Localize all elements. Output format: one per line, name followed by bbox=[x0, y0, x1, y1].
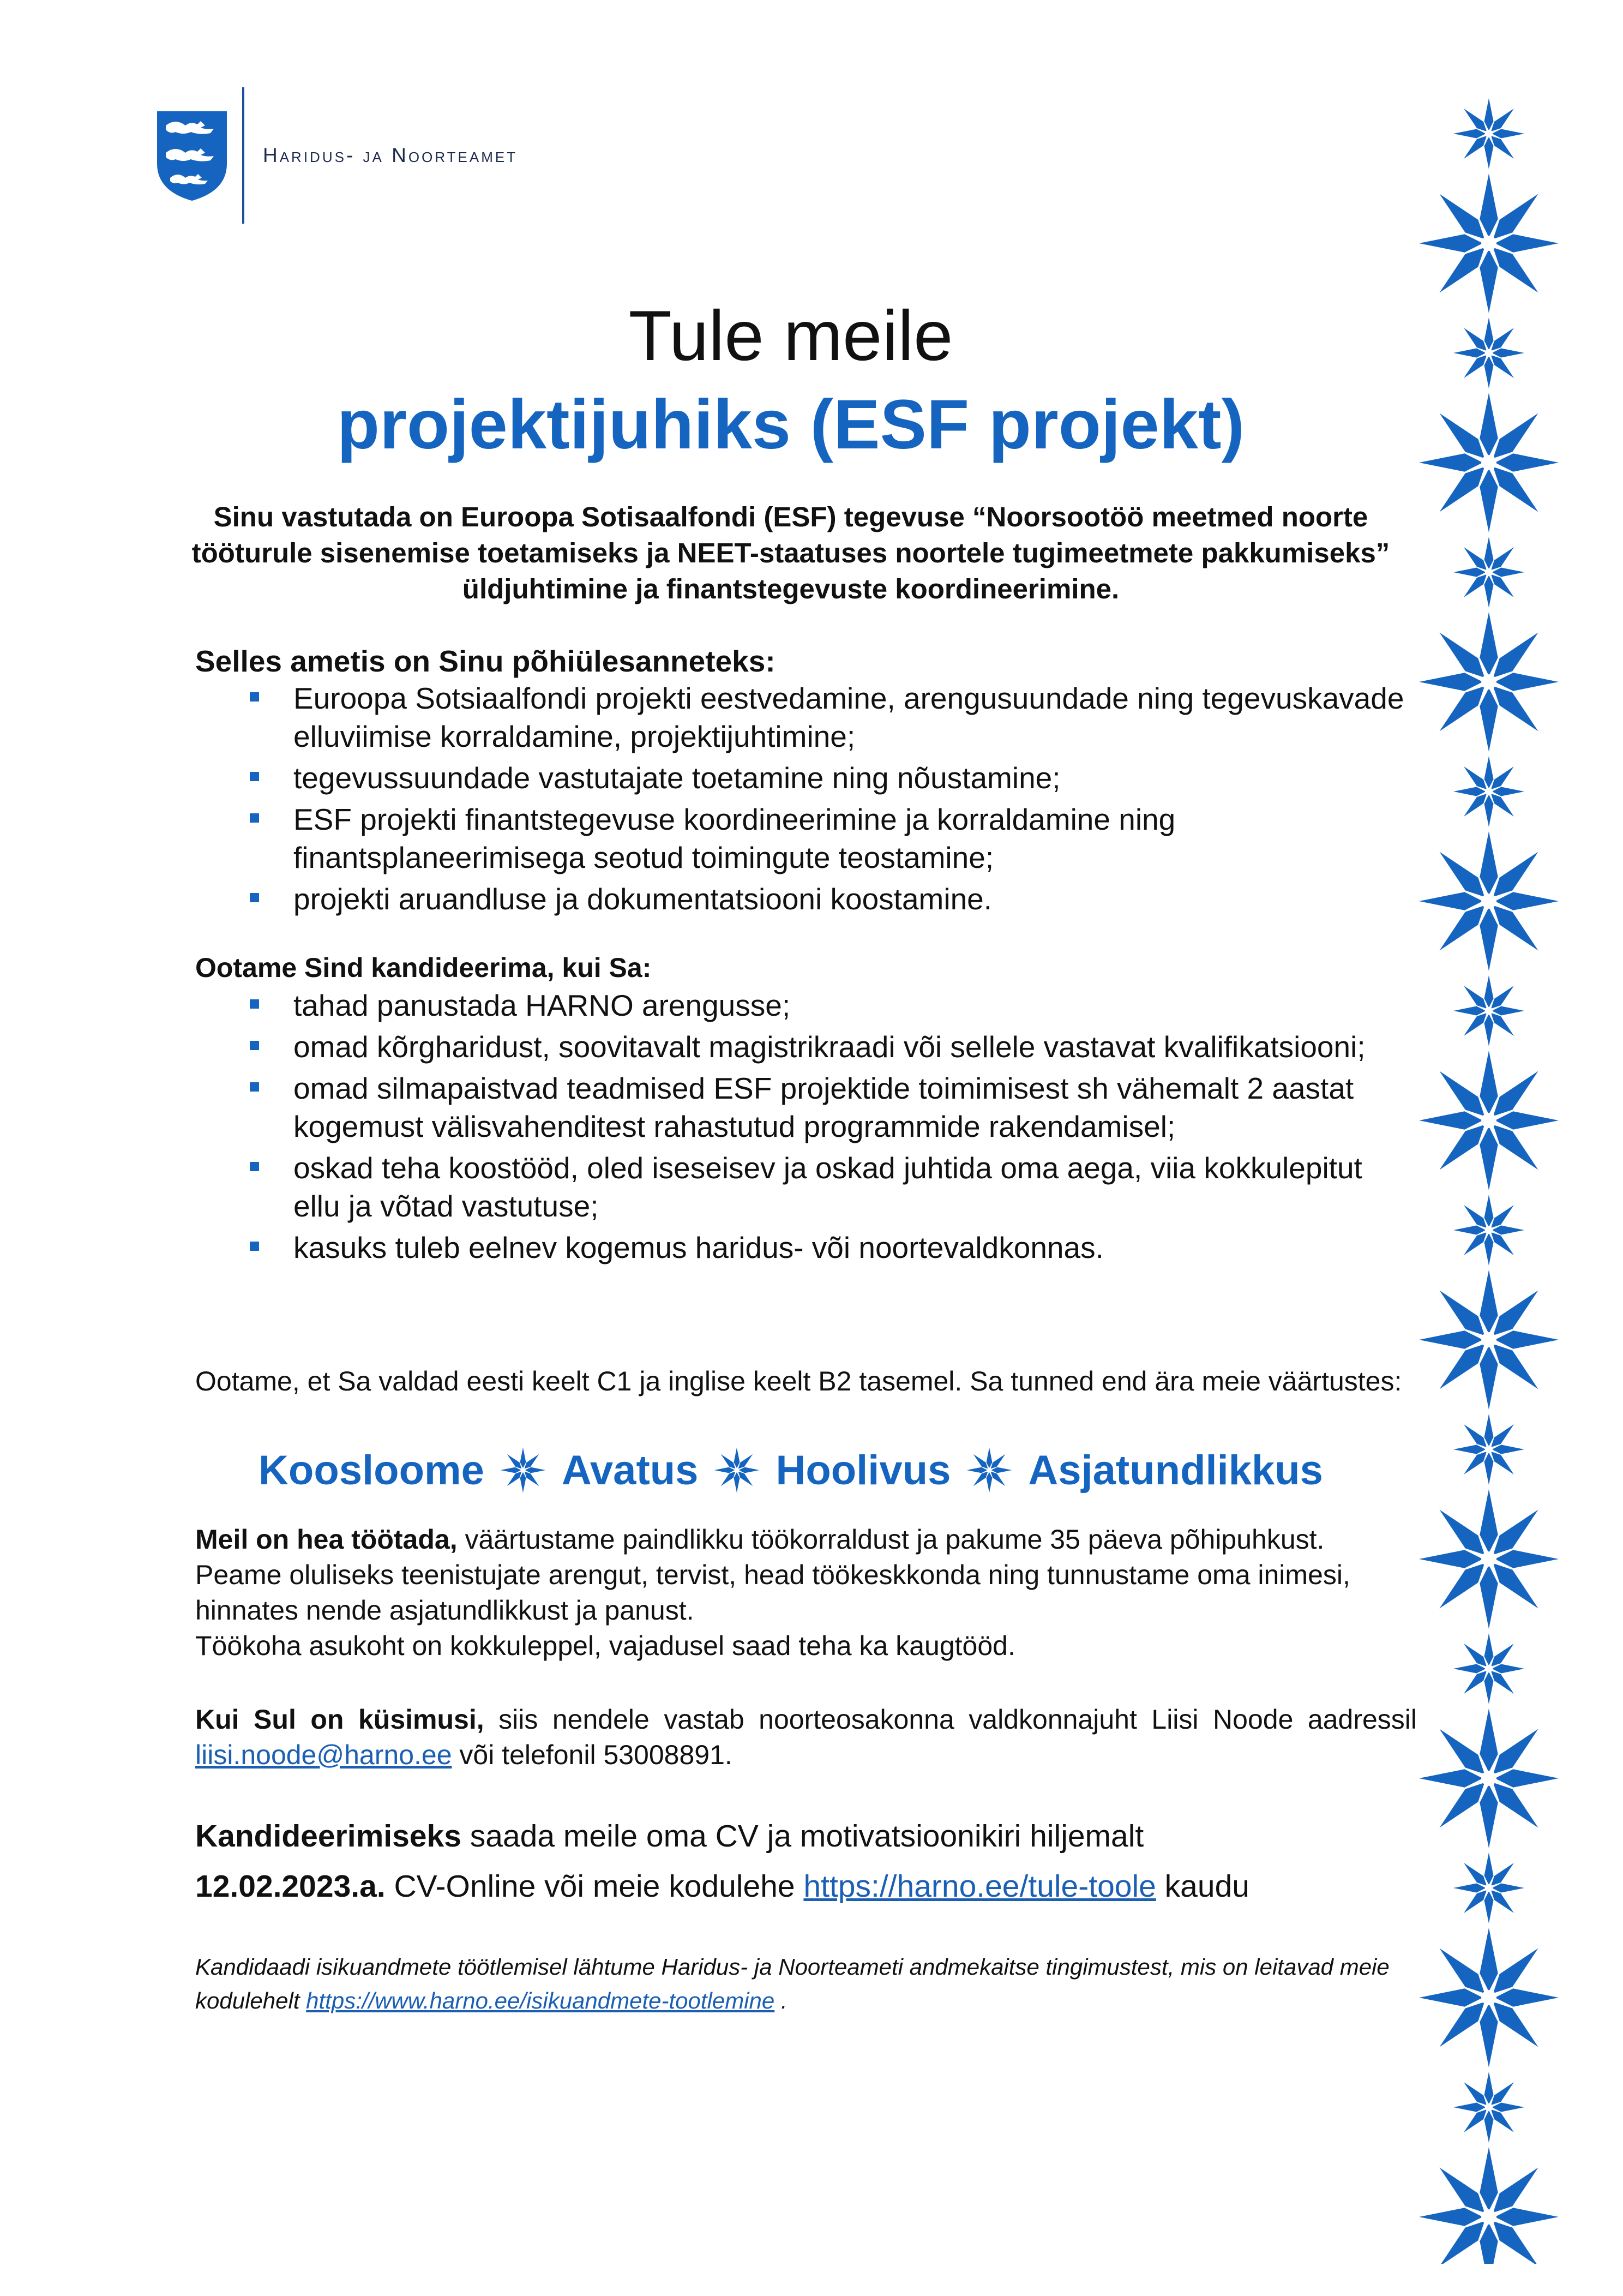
offer-paragraph: Meil on hea töötada, väärtustame paindlikku töökorraldust ja pakume 35 päeva põhipuhkust. Peame oluliseks teenistujate arengut, tervist, head töökeskkonda ning tunnustame oma inimesi, hinnates nende asjatundlikkust ja panust. Töökoha asukoht on kokkuleppel, vajadusel saad teha ka kaugtööd. bbox=[195, 1524, 1350, 1661]
decorative-star-icon bbox=[1419, 1270, 1559, 1410]
values-row bbox=[164, 1446, 1418, 1495]
decorative-star-icon bbox=[1453, 2072, 1524, 2143]
decorative-star-icon bbox=[1453, 98, 1524, 169]
intro-paragraph: Sinu vastutada on Euroopa Sotisaalfondi (ESF) tegevuse “Noorsootöö meetmed noorte tööturule sisenemise toetamiseks ja NEET-staatuses noortele tugimeetmete pakkumiseks” üldjuhtimine ja finantstegevuste koordineerimine. bbox=[191, 501, 1390, 604]
coat-of-arms-logo bbox=[154, 109, 230, 202]
star-icon bbox=[965, 1446, 1014, 1495]
decorative-star-icon bbox=[1419, 1489, 1559, 1629]
list-item: Euroopa Sotsiaalfondi projekti eestvedamine, arengusuundade ning tegevuskavade elluviimise korraldamine, projektijuhtimine; bbox=[195, 679, 1417, 756]
bullet-square-icon bbox=[250, 1242, 259, 1251]
decorative-star-icon bbox=[1453, 756, 1524, 827]
privacy-link[interactable]: https://www.harno.ee/isikuandmete-tootlemine bbox=[306, 1988, 775, 2013]
list-item: omad silmapaistvad teadmised ESF projektide toimimisest sh vähemalt 2 aastat kogemust välisvahenditest rahastutud programmide rakendamisel; bbox=[195, 1069, 1417, 1146]
value-koosloome: Koosloome bbox=[259, 1447, 484, 1494]
list-item: oskad teha koostööd, oled iseseisev ja oskad juhtida oma aega, viia kokkulepitut ellu ja võtad vastutuse; bbox=[195, 1149, 1417, 1225]
bullet-square-icon bbox=[250, 893, 259, 902]
logo-divider bbox=[242, 87, 244, 224]
decorative-star-icon bbox=[1419, 1051, 1559, 1190]
decorative-star-column bbox=[1418, 55, 1560, 2264]
organization-name: Haridus- ja Noorteamet bbox=[263, 144, 518, 166]
decorative-star-icon bbox=[1419, 393, 1559, 532]
list-item: tahad panustada HARNO arengusse; bbox=[195, 986, 1417, 1024]
offer-lead: Meil on hea töötada, bbox=[195, 1524, 458, 1555]
value-asjatundlikkus: Asjatundlikkus bbox=[1028, 1447, 1323, 1494]
page-title-line-1: Tule meile bbox=[628, 296, 953, 375]
list-item: ESF projekti finantstegevuse koordineerimine ja korraldamine ning finantsplaneerimisega seotud toimingute teostamine; bbox=[195, 800, 1417, 877]
decorative-star-icon bbox=[1419, 612, 1559, 752]
value-hoolivus: Hoolivus bbox=[776, 1447, 951, 1494]
privacy-note: Kandidaadi isikuandmete töötlemisel lähtume Haridus- ja Noorteameti andmekaitse tingimustest, mis on leitavad meie kodulehelt https://www.harno.ee/isikuandmete-tootlemine . bbox=[195, 1954, 1390, 2013]
decorative-star-icon bbox=[1453, 975, 1524, 1046]
contact-paragraph: Kui Sul on küsimusi, siis nendele vastab noorteosakonna valdkonnajuht Liisi Noode aadressil liisi.noode@harno.ee või telefonil 53008891. bbox=[195, 1704, 1417, 1770]
bullet-square-icon bbox=[250, 813, 259, 823]
decorative-star-icon bbox=[1419, 173, 1559, 313]
list-item: omad kõrgharidust, soovitavalt magistrikraadi või sellele vastavat kvalifikatsiooni; bbox=[195, 1028, 1417, 1066]
decorative-star-icon bbox=[1453, 317, 1524, 388]
star-icon bbox=[498, 1446, 548, 1495]
value-avatus: Avatus bbox=[561, 1447, 699, 1494]
tasks-list bbox=[195, 679, 1417, 921]
list-item: projekti aruandluse ja dokumentatsiooni koostamine. bbox=[195, 880, 1417, 918]
decorative-star-icon bbox=[1419, 1928, 1559, 2067]
bullet-square-icon bbox=[250, 1041, 259, 1050]
decorative-star-icon bbox=[1453, 1633, 1524, 1704]
bullet-square-icon bbox=[250, 999, 259, 1009]
decorative-star-icon bbox=[1419, 831, 1559, 971]
contact-email-link[interactable]: liisi.noode@harno.ee bbox=[195, 1740, 452, 1770]
decorative-star-icon bbox=[1419, 2147, 1559, 2264]
bullet-square-icon bbox=[250, 1162, 259, 1171]
apply-paragraph: Kandideerimiseks saada meile oma CV ja motivatsioonikiri hiljemalt 12.02.2023.a. CV-Online või meie kodulehe https://harno.ee/tule-toole kaudu bbox=[195, 1819, 1249, 1904]
list-item: tegevussuundade vastutajate toetamine ning nõustamine; bbox=[195, 759, 1417, 797]
decorative-star-icon bbox=[1453, 1853, 1524, 1923]
careers-link[interactable]: https://harno.ee/tule-toole bbox=[803, 1869, 1156, 1904]
decorative-star-icon bbox=[1453, 537, 1524, 608]
language-paragraph: Ootame, et Sa valdad eesti keelt C1 ja inglise keelt B2 tasemel. Sa tunned end ära meie väärtustes: bbox=[195, 1366, 1402, 1396]
decorative-star-icon bbox=[1453, 1195, 1524, 1266]
decorative-star-icon bbox=[1419, 1708, 1559, 1848]
contact-lead: Kui Sul on küsimusi, bbox=[195, 1704, 484, 1735]
bullet-square-icon bbox=[250, 692, 259, 702]
apply-deadline: 12.02.2023.a. bbox=[195, 1869, 386, 1904]
decorative-star-icon bbox=[1453, 1414, 1524, 1485]
requirements-heading: Ootame Sind kandideerima, kui Sa: bbox=[195, 952, 652, 983]
list-item: kasuks tuleb eelnev kogemus haridus- või noortevaldkonnas. bbox=[195, 1228, 1417, 1267]
star-icon bbox=[712, 1446, 761, 1495]
page-title-line-2: projektijuhiks (ESF projekt) bbox=[336, 386, 1245, 464]
bullet-square-icon bbox=[250, 772, 259, 781]
location-text: Töökoha asukoht on kokkuleppel, vajadusel saad teha ka kaugtööd. bbox=[195, 1630, 1015, 1661]
requirements-list bbox=[195, 986, 1417, 1270]
apply-lead: Kandideerimiseks bbox=[195, 1819, 461, 1854]
tasks-heading: Selles ametis on Sinu põhiülesanneteks: bbox=[195, 644, 776, 678]
bullet-square-icon bbox=[250, 1082, 259, 1092]
